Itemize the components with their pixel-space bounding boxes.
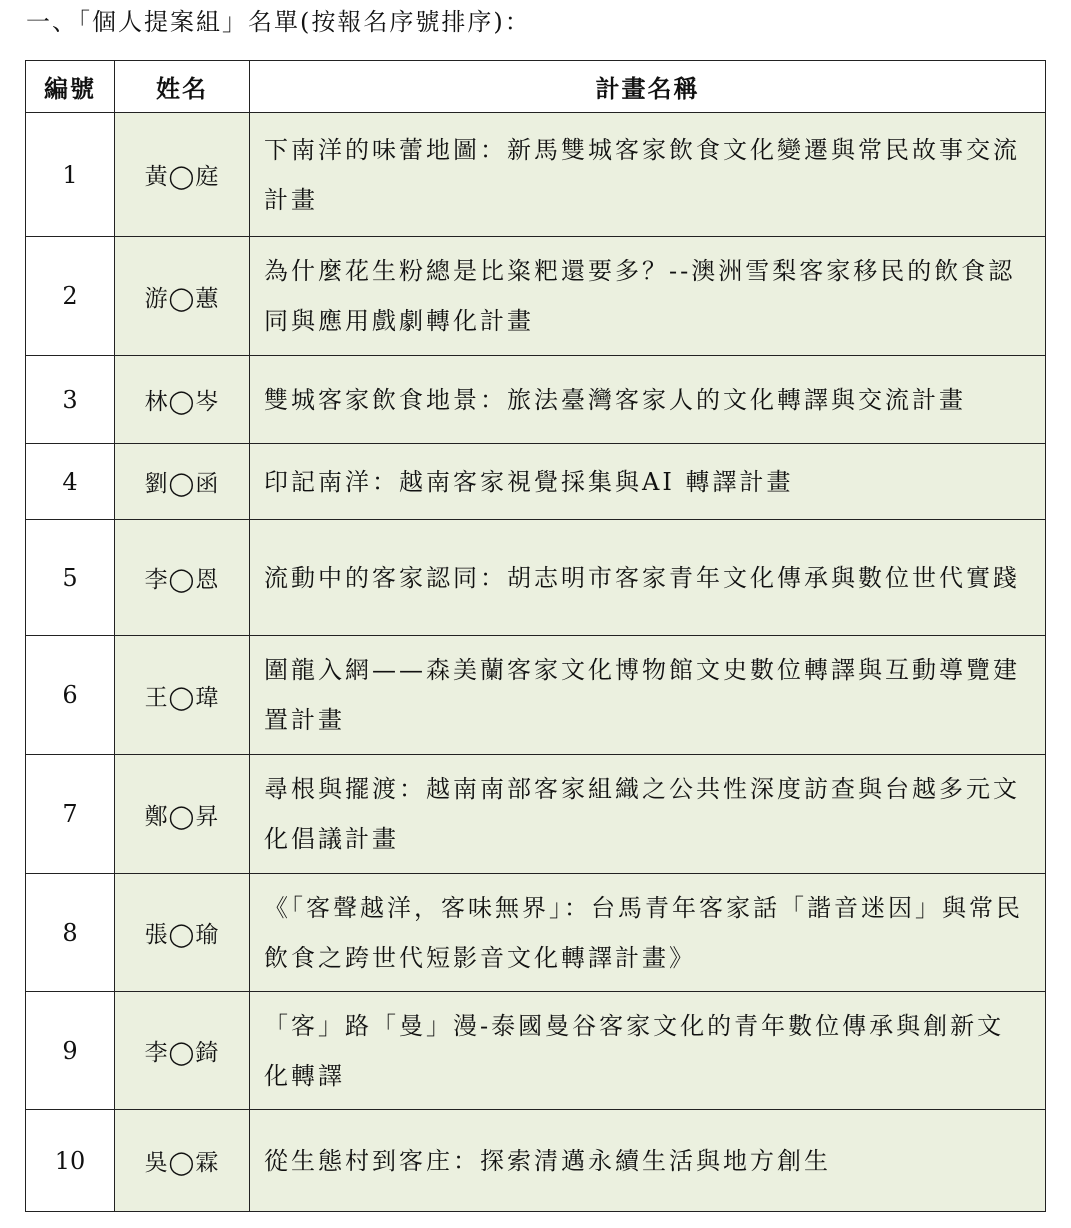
table-row xyxy=(26,520,1046,636)
table-row xyxy=(26,992,1046,1110)
header-name: 姓名 xyxy=(115,61,250,113)
row-project-title: 印記南洋：越南客家視覺採集與AI 轉譯計畫 xyxy=(250,444,1046,520)
row-name: 黃◯庭 xyxy=(115,113,250,237)
individual-proposal-table xyxy=(25,60,1046,1212)
row-number: 2 xyxy=(26,237,115,356)
row-number: 3 xyxy=(26,356,115,444)
row-project-title: 《「客聲越洋，客味無界」：台馬青年客家話「諧音迷因」與常民飲食之跨世代短影音文化轉譯計畫》 xyxy=(250,874,1046,992)
row-name: 鄭◯昇 xyxy=(115,755,250,874)
row-name: 王◯瑋 xyxy=(115,636,250,755)
table-row xyxy=(26,444,1046,520)
row-number: 6 xyxy=(26,636,115,755)
table-row xyxy=(26,755,1046,874)
header-number: 編號 xyxy=(26,61,115,113)
row-number: 5 xyxy=(26,520,115,636)
row-number: 8 xyxy=(26,874,115,992)
row-number: 4 xyxy=(26,444,115,520)
row-project-title: 從生態村到客庄：探索清邁永續生活與地方創生 xyxy=(250,1110,1046,1212)
table-row xyxy=(26,636,1046,755)
row-project-title: 圍龍入網——森美蘭客家文化博物館文史數位轉譯與互動導覽建置計畫 xyxy=(250,636,1046,755)
row-project-title: 尋根與擺渡：越南南部客家組織之公共性深度訪查與台越多元文化倡議計畫 xyxy=(250,755,1046,874)
table-row xyxy=(26,237,1046,356)
row-project-title: 下南洋的味蕾地圖：新馬雙城客家飲食文化變遷與常民故事交流計畫 xyxy=(250,113,1046,237)
row-number: 10 xyxy=(26,1110,115,1212)
row-project-title: 「客」路「曼」漫-泰國曼谷客家文化的青年數位傳承與創新文化轉譯 xyxy=(250,992,1046,1110)
row-name: 李◯恩 xyxy=(115,520,250,636)
row-name: 吳◯霖 xyxy=(115,1110,250,1212)
row-project-title: 雙城客家飲食地景：旅法臺灣客家人的文化轉譯與交流計畫 xyxy=(250,356,1046,444)
row-project-title: 流動中的客家認同：胡志明市客家青年文化傳承與數位世代實踐 xyxy=(250,520,1046,636)
row-name: 游◯蕙 xyxy=(115,237,250,356)
row-name: 劉◯函 xyxy=(115,444,250,520)
row-name: 林◯岑 xyxy=(115,356,250,444)
row-project-title: 為什麼花生粉總是比粢粑還要多？--澳洲雪梨客家移民的飲食認同與應用戲劇轉化計畫 xyxy=(250,237,1046,356)
table-header-row xyxy=(26,61,1046,113)
table-row xyxy=(26,874,1046,992)
row-number: 1 xyxy=(26,113,115,237)
table-row xyxy=(26,113,1046,237)
page-heading: 一、「個人提案組」名單(按報名序號排序)： xyxy=(26,8,531,36)
header-project-title: 計畫名稱 xyxy=(250,61,1046,113)
table-row xyxy=(26,356,1046,444)
row-number: 9 xyxy=(26,992,115,1110)
row-name: 張◯瑜 xyxy=(115,874,250,992)
row-name: 李◯錡 xyxy=(115,992,250,1110)
row-number: 7 xyxy=(26,755,115,874)
table-row xyxy=(26,1110,1046,1212)
